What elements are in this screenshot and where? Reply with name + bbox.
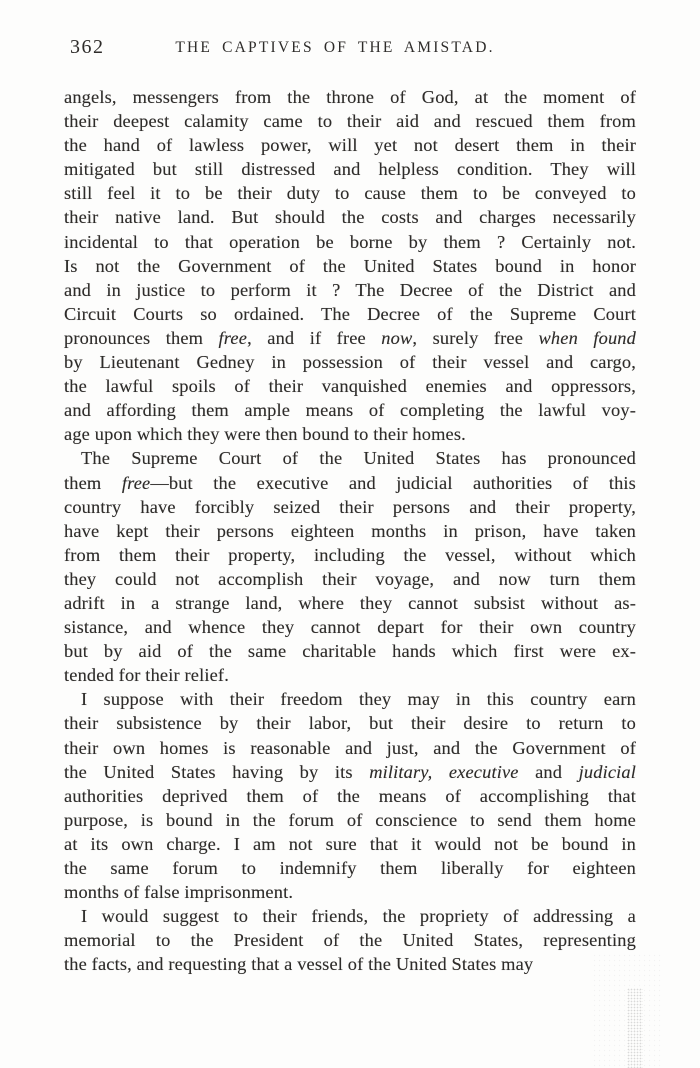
text-line: the hand of lawless power, will yet not desert them in their bbox=[64, 135, 636, 156]
text-line: age upon which they were then bound to their homes. bbox=[64, 424, 466, 445]
text-line: Is not the Government of the United States bound in honor bbox=[64, 255, 636, 276]
text-line: incidental to that operation be borne by them ? Certainly not. bbox=[64, 231, 636, 252]
page-text bbox=[64, 85, 636, 976]
page-number: 362 bbox=[70, 36, 105, 58]
text-line: pronounces them free, and if free now, surely free when found bbox=[64, 327, 636, 348]
text-line: their own homes is reasonable and just, and the Government of bbox=[64, 737, 636, 758]
text-line: mitigated but still distressed and helpless condition. They will bbox=[64, 159, 636, 180]
text-line: months of false imprisonment. bbox=[64, 882, 294, 903]
text-line: tended for their relief. bbox=[64, 665, 229, 686]
text-line: still feel it to be their duty to cause them to be conveyed to bbox=[64, 183, 636, 204]
text-line: adrift in a strange land, where they cannot subsist without as- bbox=[64, 592, 636, 613]
text-line: I would suggest to their friends, the propriety of addressing a bbox=[81, 906, 636, 927]
text-line: their native land. But should the costs and charges necessarily bbox=[64, 207, 636, 228]
running-title: THE CAPTIVES OF THE AMISTAD. bbox=[175, 39, 495, 56]
text-line: from them their property, including the vessel, without which bbox=[64, 544, 636, 565]
text-line: sistance, and whence they cannot depart for their own country bbox=[64, 617, 636, 638]
text-line: authorities deprived them of the means of accomplishing that bbox=[64, 785, 636, 806]
text-line: by Lieutenant Gedney in possession of their vessel and cargo, bbox=[64, 352, 636, 373]
text-line: country have forcibly seized their persons and their property, bbox=[64, 496, 636, 517]
text-line: their subsistence by their labor, but their desire to return to bbox=[64, 713, 636, 734]
text-line: and affording them ample means of completing the lawful voy- bbox=[64, 400, 636, 421]
text-line: but by aid of the same charitable hands which first were ex- bbox=[64, 641, 636, 662]
scan-smudge bbox=[627, 988, 643, 1068]
text-line: at its own charge. I am not sure that it would not be bound in bbox=[64, 833, 636, 854]
page-header bbox=[64, 36, 636, 58]
text-line: the United States having by its military, executive and judicial bbox=[64, 761, 636, 782]
text-line: I suppose with their freedom they may in this country earn bbox=[81, 689, 636, 710]
paragraph bbox=[64, 687, 636, 904]
paragraph bbox=[64, 85, 636, 446]
text-line: angels, messengers from the throne of God, at the moment of bbox=[64, 87, 636, 107]
text-line: the same forum to indemnify them liberally for eighteen bbox=[64, 858, 636, 878]
text-line: memorial to the President of the United States, representing bbox=[64, 930, 636, 951]
paragraph bbox=[64, 904, 636, 976]
text-line: and in justice to perform it ? The Decree of the District and bbox=[64, 279, 636, 300]
text-line: the facts, and requesting that a vessel of the United States may bbox=[64, 954, 534, 975]
text-line: the lawful spoils of their vanquished enemies and oppressors, bbox=[64, 376, 636, 397]
text-line: The Supreme Court of the United States has pronounced bbox=[81, 448, 636, 469]
text-line: purpose, is bound in the forum of conscience to send them home bbox=[64, 809, 636, 830]
paragraph bbox=[64, 446, 636, 687]
text-line: Circuit Courts so ordained. The Decree of the Supreme Court bbox=[64, 303, 636, 324]
text-line: them free—but the executive and judicial authorities of this bbox=[64, 472, 636, 493]
text-line: have kept their persons eighteen months in prison, have taken bbox=[64, 520, 636, 541]
text-line: they could not accomplish their voyage, and now turn them bbox=[64, 568, 636, 589]
text-line: their deepest calamity came to their aid and rescued them from bbox=[64, 111, 636, 132]
